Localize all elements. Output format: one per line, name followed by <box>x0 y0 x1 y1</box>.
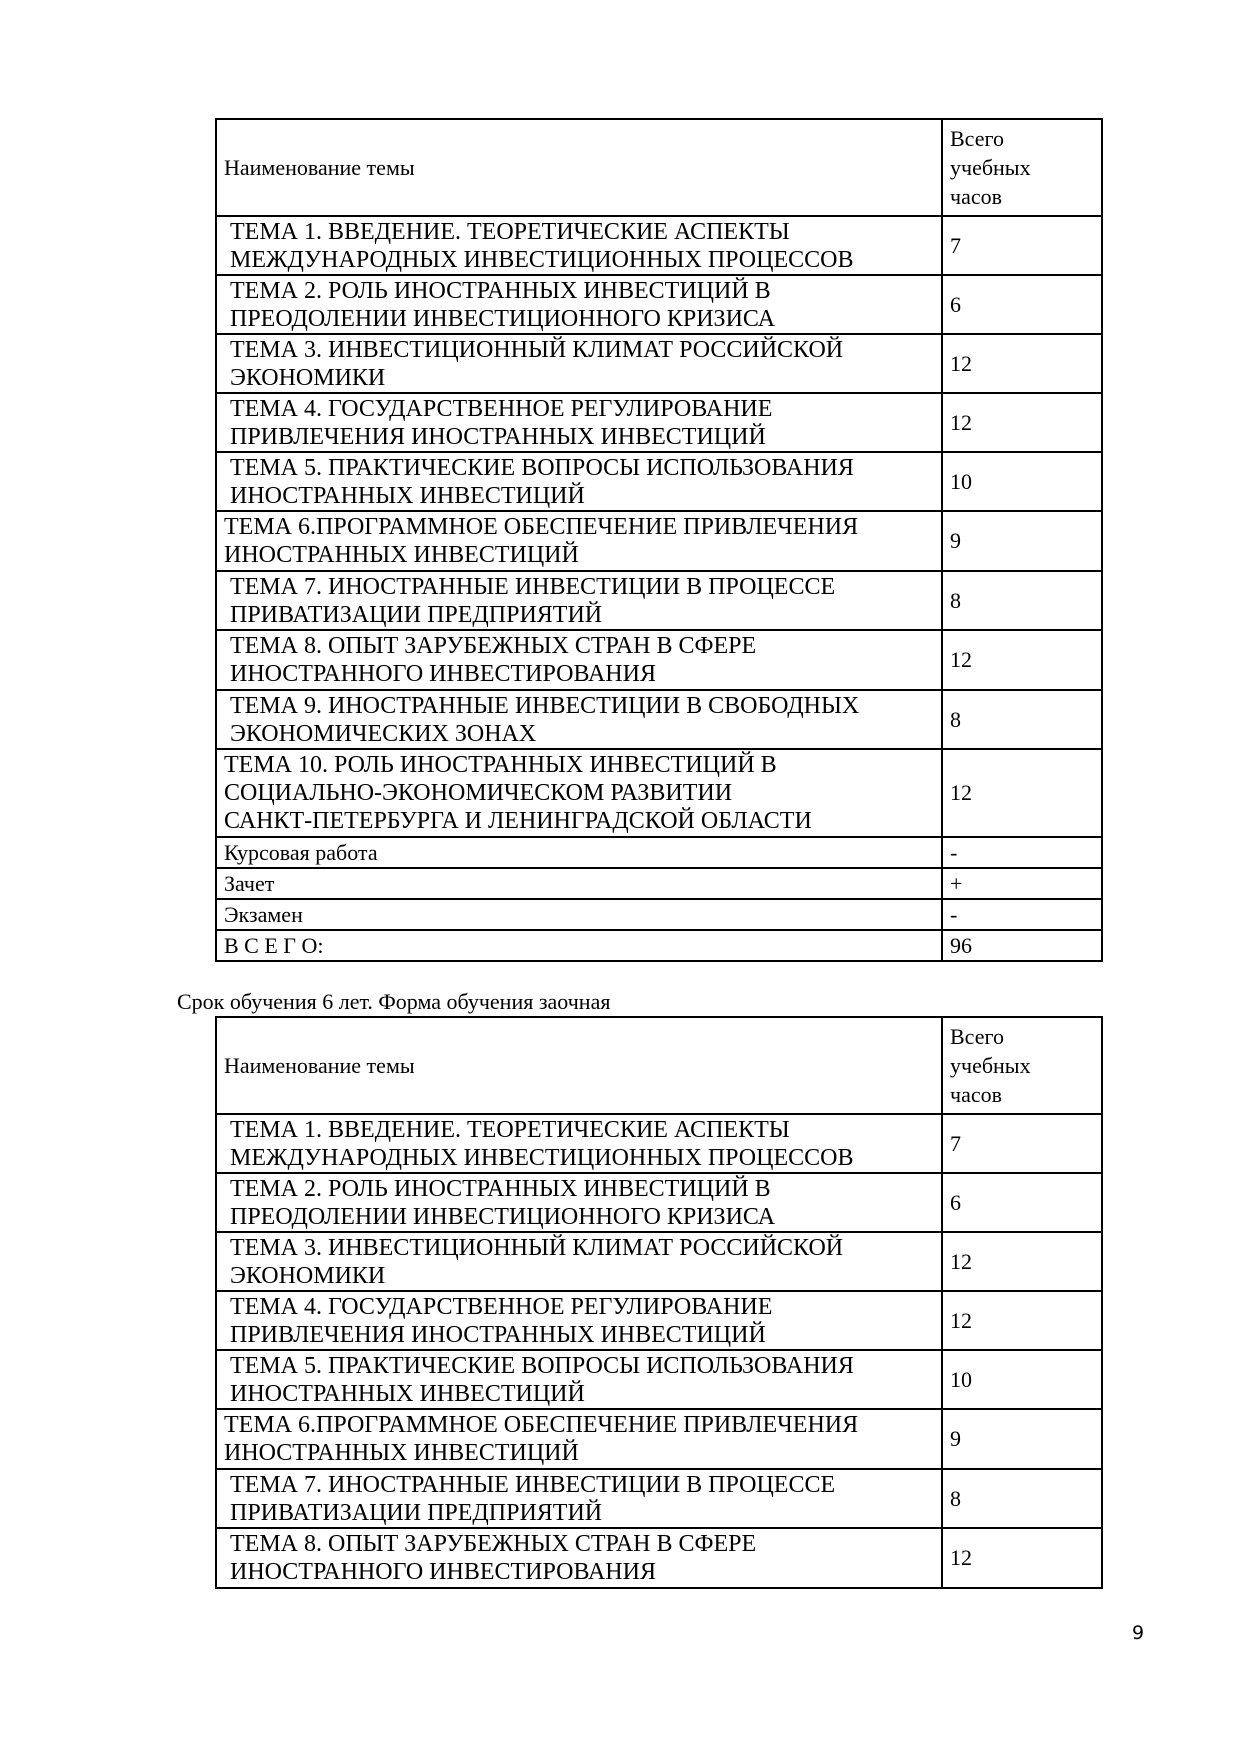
header-topic-name: Наименование темы <box>216 119 942 216</box>
topic-cell: ТЕМА 1. ВВЕДЕНИЕ. ТЕОРЕТИЧЕСКИЕ АСПЕКТЫ МЕЖДУНАРОДНЫХ ИНВЕСТИЦИОННЫХ ПРОЦЕССОВ <box>216 1114 942 1173</box>
header-total-hours <box>942 1017 1102 1114</box>
topic-cell: ТЕМА 8. ОПЫТ ЗАРУБЕЖНЫХ СТРАН В СФЕРЕ ИНОСТРАННОГО ИНВЕСТИРОВАНИЯ <box>216 1528 942 1588</box>
topic-cell: ТЕМА 2. РОЛЬ ИНОСТРАННЫХ ИНВЕСТИЦИЙ В ПРЕОДОЛЕНИИ ИНВЕСТИЦИОННОГО КРИЗИСА <box>216 275 942 334</box>
table-row <box>216 1173 1102 1232</box>
table-row <box>216 630 1102 690</box>
header-hours-line: учебных <box>950 155 1031 180</box>
table-row <box>216 1469 1102 1528</box>
hours-cell: 7 <box>942 1114 1102 1173</box>
table-row <box>216 1114 1102 1173</box>
header-topic-name: Наименование темы <box>216 1017 942 1114</box>
study-form-caption: Срок обучения 6 лет. Форма обучения заочная <box>177 989 611 1014</box>
hours-cell: 12 <box>942 1528 1102 1588</box>
topic-cell: ТЕМА 4. ГОСУДАРСТВЕННОЕ РЕГУЛИРОВАНИЕ ПРИВЛЕЧЕНИЯ ИНОСТРАННЫХ ИНВЕСТИЦИЙ <box>216 1291 942 1350</box>
coursework-value: - <box>942 837 1102 868</box>
coursework-label: Курсовая работа <box>216 837 942 868</box>
table-row <box>216 393 1102 452</box>
topic-cell: ТЕМА 5. ПРАКТИЧЕСКИЕ ВОПРОСЫ ИСПОЛЬЗОВАНИЯ ИНОСТРАННЫХ ИНВЕСТИЦИЙ <box>216 1350 942 1409</box>
total-value: 96 <box>942 930 1102 961</box>
hours-cell: 12 <box>942 749 1102 837</box>
header-total-hours <box>942 119 1102 216</box>
table-row <box>216 690 1102 749</box>
page-number: 9 <box>1132 1622 1145 1644</box>
topic-cell: ТЕМА 8. ОПЫТ ЗАРУБЕЖНЫХ СТРАН В СФЕРЕ ИНОСТРАННОГО ИНВЕСТИРОВАНИЯ <box>216 630 942 690</box>
hours-table-2 <box>215 1016 1103 1589</box>
table-row <box>216 511 1102 571</box>
topic-cell: ТЕМА 3. ИНВЕСТИЦИОННЫЙ КЛИМАТ РОССИЙСКОЙ ЭКОНОМИКИ <box>216 334 942 393</box>
credit-value: + <box>942 868 1102 899</box>
table-row <box>216 275 1102 334</box>
table-row <box>216 1350 1102 1409</box>
table-row <box>216 1232 1102 1291</box>
table-row <box>216 334 1102 393</box>
table-row <box>216 571 1102 630</box>
hours-cell: 12 <box>942 630 1102 690</box>
topic-cell: ТЕМА 1. ВВЕДЕНИЕ. ТЕОРЕТИЧЕСКИЕ АСПЕКТЫ МЕЖДУНАРОДНЫХ ИНВЕСТИЦИОННЫХ ПРОЦЕССОВ <box>216 216 942 275</box>
hours-cell: 12 <box>942 1232 1102 1291</box>
table-row <box>216 1409 1102 1469</box>
table-row <box>216 216 1102 275</box>
topic-cell: ТЕМА 4. ГОСУДАРСТВЕННОЕ РЕГУЛИРОВАНИЕ ПРИВЛЕЧЕНИЯ ИНОСТРАННЫХ ИНВЕСТИЦИЙ <box>216 393 942 452</box>
table-row <box>216 837 1102 868</box>
header-hours-line: Всего <box>950 1024 1004 1049</box>
table-row <box>216 749 1102 837</box>
topic-cell: ТЕМА 3. ИНВЕСТИЦИОННЫЙ КЛИМАТ РОССИЙСКОЙ ЭКОНОМИКИ <box>216 1232 942 1291</box>
table-header-row <box>216 119 1102 216</box>
hours-cell: 12 <box>942 334 1102 393</box>
hours-cell: 7 <box>942 216 1102 275</box>
topic-cell: ТЕМА 9. ИНОСТРАННЫЕ ИНВЕСТИЦИИ В СВОБОДНЫХ ЭКОНОМИЧЕСКИХ ЗОНАХ <box>216 690 942 749</box>
topic-cell: ТЕМА 2. РОЛЬ ИНОСТРАННЫХ ИНВЕСТИЦИЙ В ПРЕОДОЛЕНИИ ИНВЕСТИЦИОННОГО КРИЗИСА <box>216 1173 942 1232</box>
table-row <box>216 930 1102 961</box>
hours-cell: 8 <box>942 1469 1102 1528</box>
header-hours-line: Всего <box>950 126 1004 151</box>
exam-value: - <box>942 899 1102 930</box>
topic-cell: ТЕМА 7. ИНОСТРАННЫЕ ИНВЕСТИЦИИ В ПРОЦЕССЕ ПРИВАТИЗАЦИИ ПРЕДПРИЯТИЙ <box>216 571 942 630</box>
hours-cell: 12 <box>942 1291 1102 1350</box>
hours-cell: 12 <box>942 393 1102 452</box>
hours-cell: 6 <box>942 1173 1102 1232</box>
table-row <box>216 899 1102 930</box>
table-row <box>216 868 1102 899</box>
header-hours-line: часов <box>950 1082 1002 1107</box>
credit-label: Зачет <box>216 868 942 899</box>
topic-cell: ТЕМА 5. ПРАКТИЧЕСКИЕ ВОПРОСЫ ИСПОЛЬЗОВАНИЯ ИНОСТРАННЫХ ИНВЕСТИЦИЙ <box>216 452 942 511</box>
topic-cell: ТЕМА 7. ИНОСТРАННЫЕ ИНВЕСТИЦИИ В ПРОЦЕССЕ ПРИВАТИЗАЦИИ ПРЕДПРИЯТИЙ <box>216 1469 942 1528</box>
total-label: В С Е Г О: <box>216 930 942 961</box>
hours-cell: 10 <box>942 1350 1102 1409</box>
hours-cell: 10 <box>942 452 1102 511</box>
table-row <box>216 452 1102 511</box>
header-hours-line: учебных <box>950 1053 1031 1078</box>
exam-label: Экзамен <box>216 899 942 930</box>
table-row <box>216 1528 1102 1588</box>
topic-cell: ТЕМА 6.ПРОГРАММНОЕ ОБЕСПЕЧЕНИЕ ПРИВЛЕЧЕНИЯ ИНОСТРАННЫХ ИНВЕСТИЦИЙ <box>216 511 942 571</box>
table-header-row <box>216 1017 1102 1114</box>
header-hours-line: часов <box>950 184 1002 209</box>
hours-table-1 <box>215 118 1103 962</box>
hours-cell: 6 <box>942 275 1102 334</box>
hours-cell: 8 <box>942 690 1102 749</box>
table-row <box>216 1291 1102 1350</box>
topic-cell: ТЕМА 6.ПРОГРАММНОЕ ОБЕСПЕЧЕНИЕ ПРИВЛЕЧЕНИЯ ИНОСТРАННЫХ ИНВЕСТИЦИЙ <box>216 1409 942 1469</box>
hours-cell: 9 <box>942 511 1102 571</box>
hours-cell: 8 <box>942 571 1102 630</box>
hours-cell: 9 <box>942 1409 1102 1469</box>
topic-cell: ТЕМА 10. РОЛЬ ИНОСТРАННЫХ ИНВЕСТИЦИЙ В СОЦИАЛЬНО-ЭКОНОМИЧЕСКОМ РАЗВИТИИ САНКТ-ПЕТЕРБУРГА И ЛЕНИНГРАДСКОЙ ОБЛАСТИ <box>216 749 942 837</box>
